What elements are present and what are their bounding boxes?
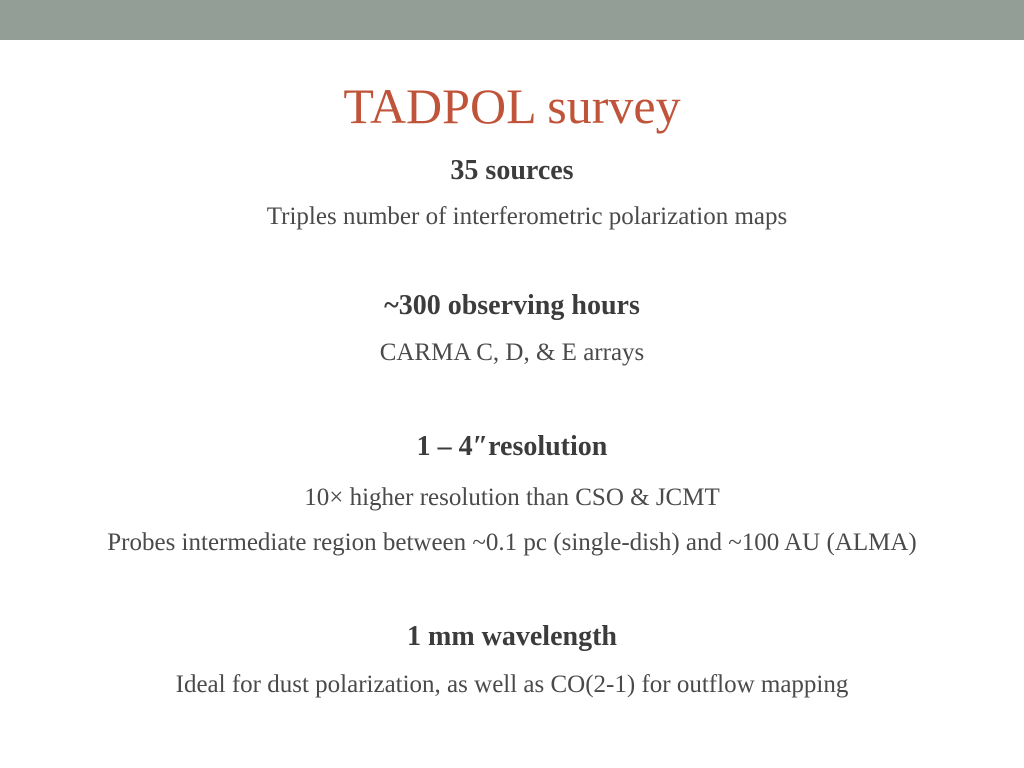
point-3-heading: 1 – 4″resolution <box>416 431 608 462</box>
point-1-detail-1: Triples number of interferometric polarization maps <box>266 203 788 230</box>
point-4-detail-1: Ideal for dust polarization, as well as CO(2-1) for outflow mapping <box>175 671 849 698</box>
top-accent-bar <box>0 0 1024 40</box>
point-3-detail-2: Probes intermediate region between ~0.1 pc (single-dish) and ~100 AU (ALMA) <box>107 529 917 556</box>
point-1-heading: 35 sources <box>450 155 574 186</box>
point-4-heading: 1 mm wavelength <box>407 621 617 652</box>
point-2-heading: ~300 observing hours <box>384 290 640 321</box>
point-2-detail-1: CARMA C, D, & E arrays <box>379 339 645 366</box>
slide-title: TADPOL survey <box>343 78 681 134</box>
point-3-detail-1: 10× higher resolution than CSO & JCMT <box>304 484 720 511</box>
